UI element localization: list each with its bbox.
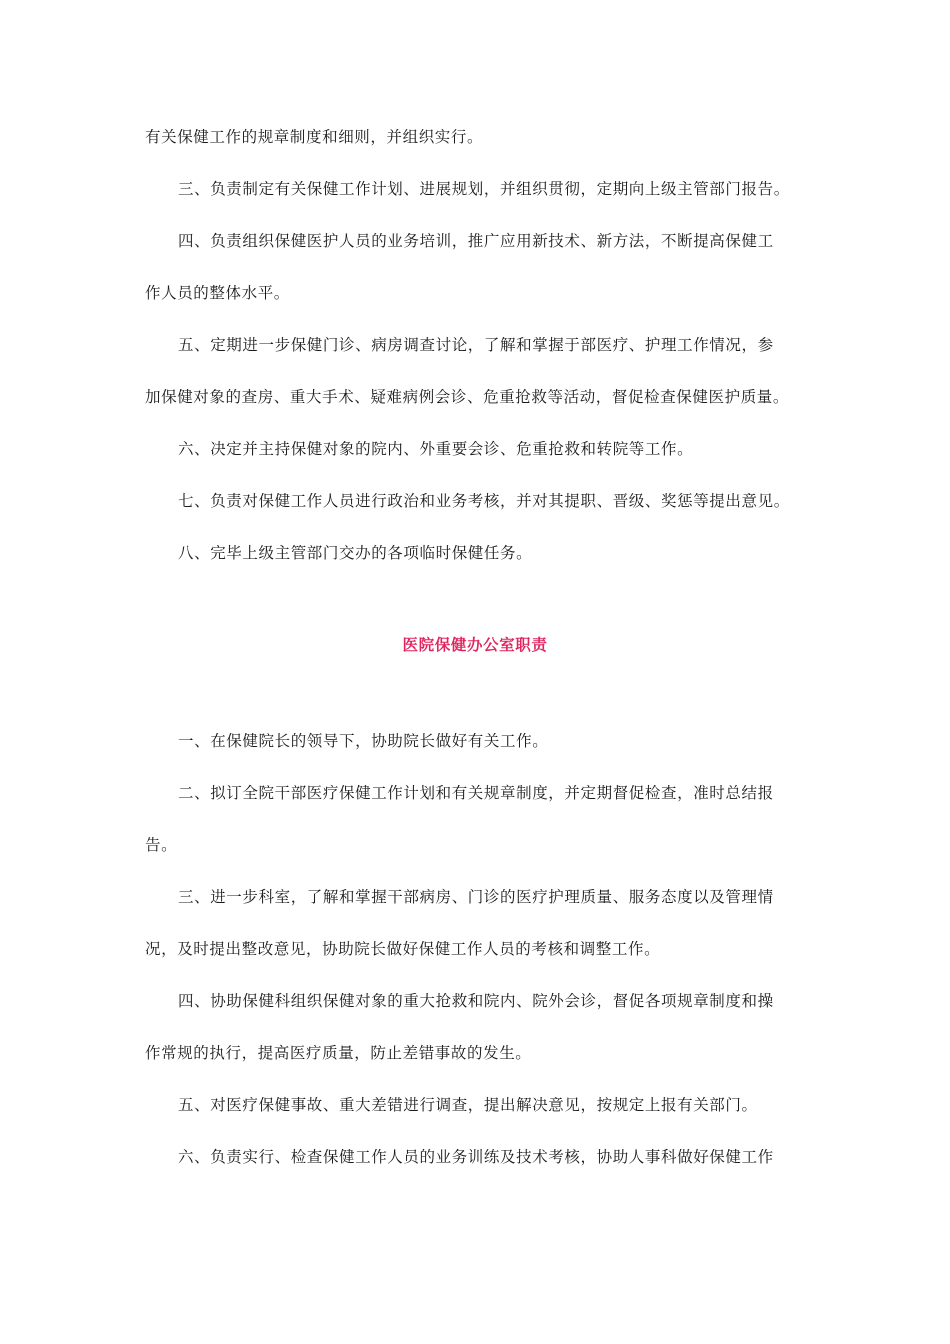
paragraph-line: 五、对医疗保健事故、重大差错进行调查，提出解决意见，按规定上报有关部门。 xyxy=(178,1096,758,1114)
paragraph-line: 告。 xyxy=(145,836,178,854)
paragraph-line: 四、协助保健科组织保健对象的重大抢救和院内、院外会诊，督促各项规章制度和操 xyxy=(178,992,774,1010)
paragraph-line: 三、负责制定有关保健工作计划、进展规划，并组织贯彻，定期向上级主管部门报告。 xyxy=(178,180,790,198)
paragraph-line: 况，及时提出整改意见，协助院长做好保健工作人员的考核和调整工作。 xyxy=(145,940,661,958)
paragraph-line: 七、负责对保健工作人员进行政治和业务考核，并对其提职、晋级、奖惩等提出意见。 xyxy=(178,492,790,510)
paragraph-line: 加保健对象的查房、重大手术、疑难病例会诊、危重抢救等活动，督促检查保健医护质量。 xyxy=(145,388,790,406)
paragraph-line: 四、负责组织保健医护人员的业务培训，推广应用新技术、新方法，不断提高保健工 xyxy=(178,232,774,250)
paragraph-line: 作人员的整体水平。 xyxy=(145,284,290,302)
paragraph-line: 有关保健工作的规章制度和细则，并组织实行。 xyxy=(145,128,484,146)
paragraph-line: 八、完毕上级主管部门交办的各项临时保健任务。 xyxy=(178,544,533,562)
paragraph-line: 作常规的执行，提高医疗质量，防止差错事故的发生。 xyxy=(145,1044,532,1062)
paragraph-line: 一、在保健院长的领导下，协助院长做好有关工作。 xyxy=(178,732,549,750)
paragraph-line: 六、负责实行、检查保健工作人员的业务训练及技术考核，协助人事科做好保健工作 xyxy=(178,1148,774,1166)
section-heading: 医院保健办公室职责 xyxy=(402,635,548,654)
paragraph-line: 六、决定并主持保健对象的院内、外重要会诊、危重抢救和转院等工作。 xyxy=(178,440,694,458)
paragraph-line: 五、定期进一步保健门诊、病房调查讨论，了解和掌握于部医疗、护理工作情况，参 xyxy=(178,336,774,354)
paragraph-line: 三、进一步科室，了解和掌握干部病房、门诊的医疗护理质量、服务态度以及管理情 xyxy=(178,888,774,906)
paragraph-line: 二、拟订全院干部医疗保健工作计划和有关规章制度，并定期督促检查，准时总结报 xyxy=(178,784,774,802)
